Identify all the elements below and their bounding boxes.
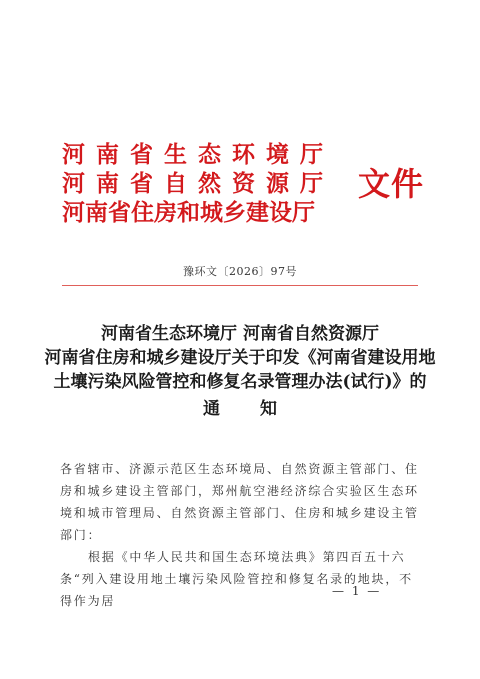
- issuer-ecology-environment: 河南省生态环境厅: [62, 141, 334, 168]
- title-line-2: 河南省住房和城乡建设厅关于印发《河南省建设用地: [44, 348, 436, 368]
- issuer-housing-construction: 河南省住房和城乡建设厅: [62, 199, 315, 226]
- title-notice: 通知: [203, 399, 317, 419]
- issuer-block: [62, 140, 334, 227]
- document-number: 豫环文〔2026〕97号: [183, 265, 297, 278]
- title-line-3: 土壤污染风险管控和修复名录管理办法(试行)》的: [53, 372, 427, 392]
- recipients-paragraph: 各省辖市、济源示范区生态环境局、自然资源主管部门、住房和城乡建设主管部门，郑州航空港经济综合实验区生态环境和城市管理局、自然资源主管部门、住房和城乡建设主管部门：: [60, 462, 419, 542]
- page-number: — 1 —: [332, 584, 382, 598]
- title-line-1: 河南省生态环境厅 河南省自然资源厅: [101, 324, 379, 344]
- document-title: [40, 322, 440, 420]
- red-divider-line: [62, 285, 418, 286]
- body-paragraph-1: 根据《中华人民共和国生态环境法典》第四百五十六条“列入建设用地土壤污染风险管控和修复名录的地块，不得作为居: [60, 550, 413, 608]
- document-type-label: 文件: [358, 165, 425, 203]
- issuer-natural-resources: 河南省自然资源厅: [62, 170, 334, 197]
